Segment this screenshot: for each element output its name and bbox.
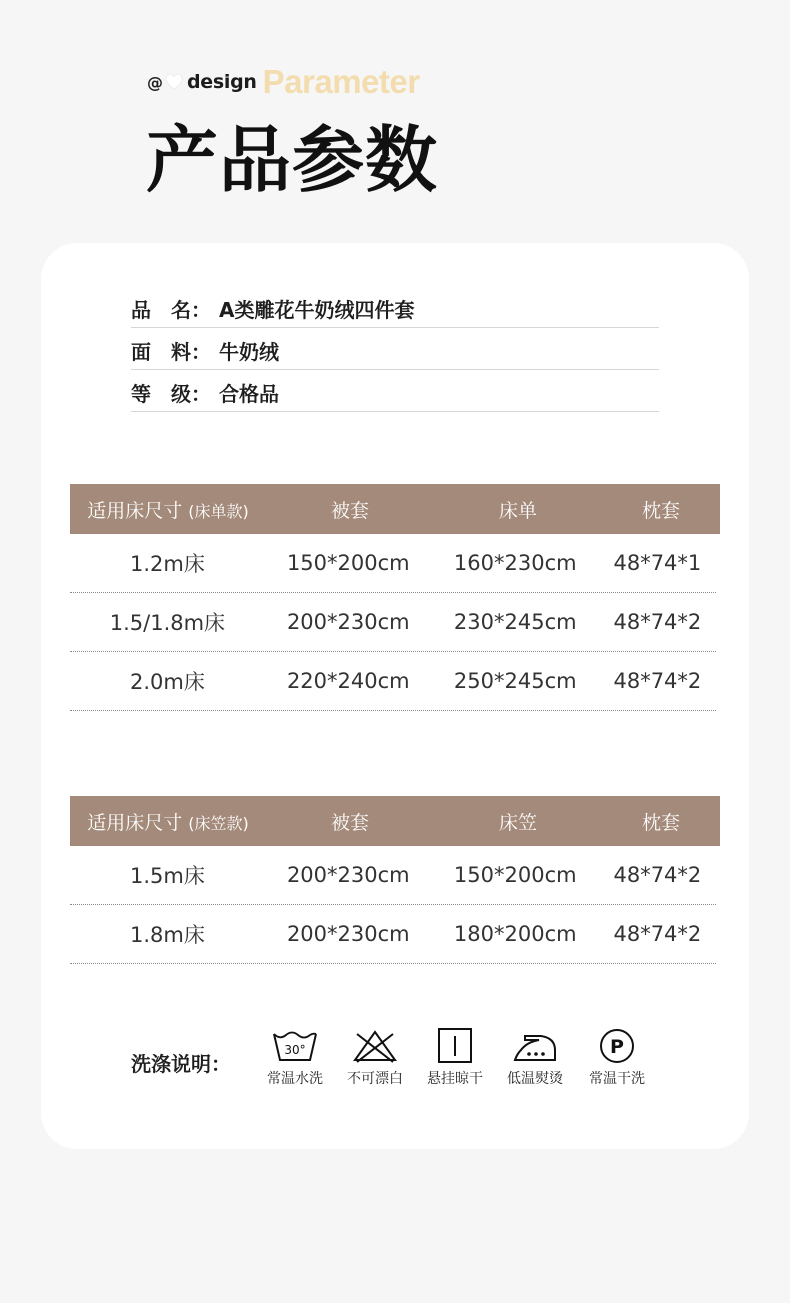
wash-label: 洗涤说明：: [131, 1052, 231, 1076]
cell-duvet: 200*230cm: [286, 610, 410, 634]
info-value: A类雕花牛奶绒四件套: [219, 298, 415, 322]
cell-size: 1.5/1.8m床: [109, 611, 226, 635]
wash-item-label: 不可漂白: [347, 1071, 403, 1087]
cell-pillowcase: 48*74*2: [613, 610, 702, 634]
cell-pillowcase: 48*74*2: [613, 863, 702, 887]
wash-item-label: 悬挂晾干: [427, 1071, 483, 1087]
cell-size: 2.0m床: [129, 670, 205, 694]
info-row-grade: [131, 370, 659, 412]
info-key: 等 级：: [131, 382, 211, 406]
brand-parameter: Parameter: [262, 63, 420, 100]
cell-fitted-sheet: 180*200cm: [453, 922, 577, 946]
svg-text:30°: 30°: [284, 1043, 306, 1057]
table-row: [70, 905, 716, 964]
cell-duvet: 200*230cm: [286, 863, 410, 887]
header-size: [70, 808, 266, 835]
cell-size: 1.2m床: [129, 552, 205, 576]
cell-duvet: 150*200cm: [286, 551, 410, 575]
cell-size: 1.8m床: [129, 923, 205, 947]
wash-instructions: [131, 1028, 691, 1108]
cell-pillowcase: 48*74*1: [613, 551, 702, 575]
table-row: [70, 534, 716, 593]
size-table-fitted: [70, 796, 720, 964]
wash-item-label: 常温干洗: [589, 1071, 645, 1087]
cell-duvet: 200*230cm: [286, 922, 410, 946]
header-pillowcase: 枕套: [641, 811, 680, 834]
cell-size: 1.5m床: [129, 864, 205, 888]
wash-item: [495, 1028, 575, 1088]
wash-item: [577, 1028, 657, 1088]
product-info: [131, 286, 659, 412]
header-size: [70, 496, 266, 523]
cell-sheet: 250*245cm: [453, 669, 577, 693]
info-value: 合格品: [219, 382, 279, 406]
header-size-label: 适用床尺寸: [87, 499, 183, 522]
table-row: [70, 846, 716, 905]
hang-dry-icon: [431, 1028, 479, 1064]
svg-text:P: P: [610, 1036, 624, 1058]
header-size-sub: (床单款): [188, 501, 249, 521]
page-title: 产品参数: [146, 118, 439, 202]
header-duvet: 被套: [330, 811, 369, 834]
wash-item-label: 低温熨烫: [507, 1071, 563, 1087]
cell-fitted-sheet: 150*200cm: [453, 863, 577, 887]
parameter-card: [41, 243, 749, 1149]
wash-30-icon: [271, 1028, 319, 1064]
wash-item: [255, 1028, 335, 1088]
cell-pillowcase: 48*74*2: [613, 922, 702, 946]
heart-icon: [165, 73, 183, 91]
header-duvet: 被套: [330, 499, 369, 522]
dry-clean-p-icon: [593, 1028, 641, 1064]
info-row-name: [131, 286, 659, 328]
brand-header: [147, 62, 420, 102]
header-pillowcase: 枕套: [641, 499, 680, 522]
info-key: 面 料：: [131, 340, 211, 364]
low-iron-icon: [511, 1028, 559, 1064]
brand-design: design: [187, 71, 257, 93]
header-sheet: 床单: [498, 499, 537, 522]
size-table-sheet: [70, 484, 720, 711]
info-row-material: [131, 328, 659, 370]
table-header: [70, 484, 720, 534]
wash-item-label: 常温水洗: [267, 1071, 323, 1087]
wash-item: [335, 1028, 415, 1088]
brand-at: @: [147, 72, 163, 92]
wash-item: [415, 1028, 495, 1088]
header-size-label: 适用床尺寸: [87, 811, 183, 834]
info-value: 牛奶绒: [219, 340, 279, 364]
header-size-sub: (床笠款): [188, 813, 249, 833]
cell-sheet: 230*245cm: [453, 610, 577, 634]
header-fitted-sheet: 床笠: [498, 811, 537, 834]
table-row: [70, 652, 716, 711]
table-header: [70, 796, 720, 846]
no-bleach-icon: [351, 1028, 399, 1064]
cell-pillowcase: 48*74*2: [613, 669, 702, 693]
table-row: [70, 593, 716, 652]
cell-sheet: 160*230cm: [453, 551, 577, 575]
info-key: 品 名：: [131, 298, 211, 322]
cell-duvet: 220*240cm: [286, 669, 410, 693]
